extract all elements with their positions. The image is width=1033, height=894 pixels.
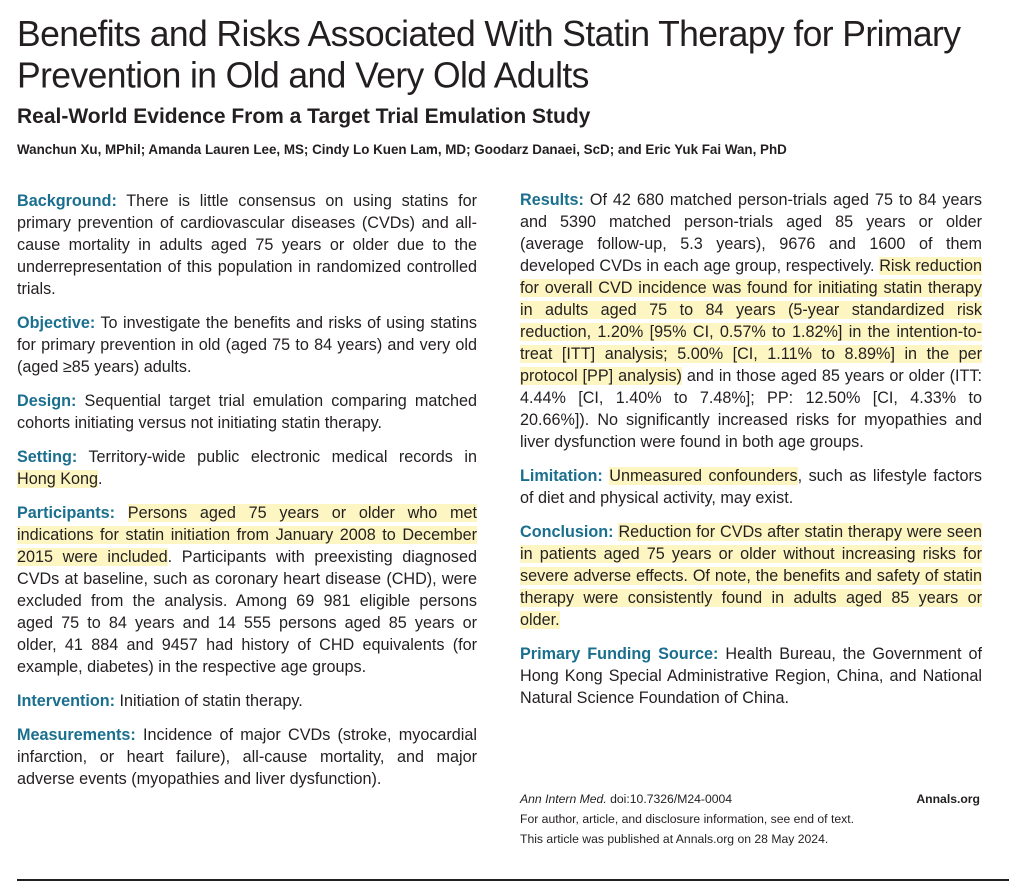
objective-section — [17, 312, 477, 378]
participants-section — [17, 502, 477, 678]
conclusion-highlight: Reduction for CVDs after statin therapy were seen in patients aged 75 years or older without increasing risks for severe adverse effects. Of note, the benefits and safety of statin therapy were consistently found in adults aged 85 years or older. — [520, 523, 983, 629]
results-label: Results: — [520, 191, 584, 209]
design-text: Sequential target trial emulation comparing matched cohorts initiating versus not initiating statin therapy. — [17, 392, 477, 432]
participants-highlight: Persons aged 75 years or older who met indications for statin initiation from January 2008 to December 2015 were included — [17, 504, 477, 566]
article-title: Benefits and Risks Associated With Statin Therapy for Primary Prevention in Old and Very Old Adults — [17, 13, 961, 96]
objective-label: Objective: — [17, 314, 96, 332]
disclosure-note: For author, article, and disclosure information, see end of text. — [520, 812, 854, 826]
citation-ref — [520, 789, 732, 809]
intervention-text: Initiation of statin therapy. — [119, 692, 303, 710]
background-label: Background: — [17, 192, 117, 210]
bottom-divider — [17, 879, 1009, 881]
design-section — [17, 390, 477, 434]
intervention-section — [17, 690, 477, 712]
limitation-label: Limitation: — [520, 467, 603, 485]
setting-section — [17, 446, 477, 490]
limitation-section — [520, 465, 982, 509]
objective-text: To investigate the benefits and risks of using statins for primary prevention in old (aged 75 to 84 years) and very old (aged ≥85 years) adults. — [17, 314, 477, 376]
citation-block — [520, 789, 980, 849]
funding-text: Health Bureau, the Government of Hong Kong Special Administrative Region, China, and National Natural Science Foundation of China. — [520, 645, 982, 707]
setting-highlight: Hong Kong — [17, 470, 99, 488]
measurements-section — [17, 724, 477, 790]
measurements-label: Measurements: — [17, 726, 136, 744]
annals-link[interactable]: Annals.org — [916, 792, 980, 806]
funding-label: Primary Funding Source: — [520, 645, 719, 663]
measurements-text: Incidence of major CVDs (stroke, myocardial infarction, or heart failure), all-cause mortality, and major adverse events (myopathies and liver dysfunction). — [17, 726, 478, 788]
abstract-left-column — [17, 190, 477, 802]
participants-text: . Participants with preexisting diagnosed CVDs at baseline, such as coronary heart disease (CHD), were excluded from the analysis. Among 69 981 eligible persons aged 75 to 84 years and 14 555 persons aged 85 years or older, 41 884 and 9457 had history of CHD equivalents (for example, diabetes) in the respective age groups. — [17, 548, 477, 676]
publication-note: This article was published at Annals.org on 28 May 2024. — [520, 832, 829, 846]
citation-row — [520, 789, 980, 809]
intervention-label: Intervention: — [17, 692, 116, 710]
abstract-right-column — [520, 189, 982, 721]
setting-text-end: . — [98, 470, 103, 488]
conclusion-label: Conclusion: — [520, 523, 614, 541]
journal-name: Ann Intern Med. — [520, 792, 607, 806]
article-subtitle: Real-World Evidence From a Target Trial Emulation Study — [17, 105, 591, 128]
setting-label: Setting: — [17, 448, 78, 466]
limitation-text: , such as lifestyle factors of diet and physical activity, may exist. — [520, 467, 982, 507]
limitation-highlight: Unmeasured confounders — [609, 467, 798, 485]
results-section — [520, 189, 982, 453]
author-list: Wanchun Xu, MPhil; Amanda Lauren Lee, MS; Cindy Lo Kuen Lam, MD; Goodarz Danaei, ScD; and Eric Yuk Fai Wan, PhD — [17, 142, 787, 157]
design-label: Design: — [17, 392, 77, 410]
results-text-end: and in those aged 85 years or older (ITT: 4.44% [CI, 1.40% to 7.48%]; PP: 12.50% [CI, 4.33% to 20.66%]). No significantly increased risks for myopathies and liver dysfunction were found in both age groups. — [520, 367, 982, 451]
doi-text: doi:10.7326/M24-0004 — [610, 792, 733, 806]
background-text: There is little consensus on using statins for primary prevention of cardiovascular diseases (CVDs) and all-cause mortality in adults aged 75 years or older due to the underrepresentation of this population in randomized controlled trials. — [17, 192, 477, 298]
funding-section — [520, 643, 982, 709]
participants-label: Participants: — [17, 504, 116, 522]
conclusion-section — [520, 521, 982, 631]
results-highlight: Risk reduction for overall CVD incidence was found for initiating statin therapy in adults aged 75 to 84 years (5-year standardized risk reduction, 1.20% [95% CI, 0.57% to 1.82%] in the intention-to-treat [ITT] analysis; 5.00% [CI, 1.11% to 8.89%] in the per protocol [PP] analysis) — [520, 257, 982, 385]
results-text: Of 42 680 matched person-trials aged 75 to 84 years and 5390 matched person-trials aged 85 years or older (average follow-up, 5.3 years), 9676 and 1600 of them developed CVDs in each age group, respectively. — [520, 191, 982, 275]
setting-text: Territory-wide public electronic medical records in — [88, 448, 477, 466]
background-section — [17, 190, 477, 300]
